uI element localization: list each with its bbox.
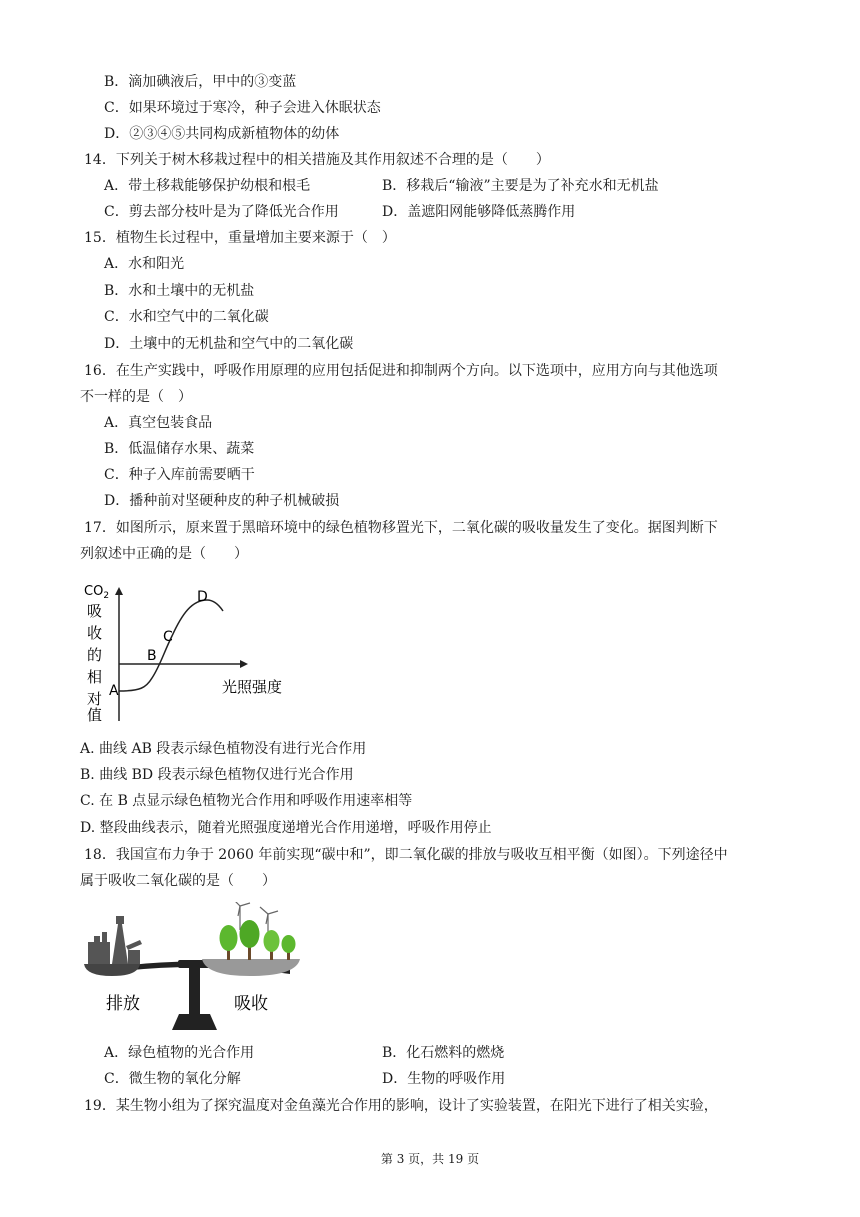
q18-stem-line1: 18．我国宣布力争于 2060 年前实现“碳中和”，即二氧化碳的排放与吸收互相平衡（如图）。下列途径中	[84, 847, 728, 863]
absorption-label: 吸收	[234, 994, 268, 1014]
scale-base	[172, 1014, 217, 1030]
page-number: 第 3 页，共 19 页	[380, 1152, 480, 1166]
q17-option-d: D. 整段曲线表示，随着光照强度递增光合作用递增，呼吸作用停止	[80, 820, 492, 836]
q16-stem-line1: 16．在生产实践中，呼吸作用原理的应用包括促进和抑制两个方向。以下选项中，应用方向与其他选项	[84, 363, 718, 379]
point-label-b: B	[147, 648, 157, 664]
q15-stem: 15．植物生长过程中，重量增加主要来源于（ ）	[84, 230, 396, 246]
q16-stem-line2: 不一样的是（ ）	[80, 389, 192, 405]
q15-option-a: A．水和阳光	[104, 256, 185, 272]
q14-option-b: B．移栽后“输液”主要是为了补充水和无机盐	[382, 178, 659, 194]
q14-option-d: D．盖遮阳网能够降低蒸腾作用	[382, 204, 576, 220]
co2-curve	[119, 600, 223, 691]
scale-post	[189, 966, 200, 1016]
q19-stem-line1: 19．某生物小组为了探究温度对金鱼藻光合作用的影响，设计了实验装置，在阳光下进行了相关实验，	[84, 1098, 718, 1114]
q17-option-c: C. 在 B 点显示绿色植物光合作用和呼吸作用速率相等	[80, 793, 413, 809]
q18-option-c: C．微生物的氧化分解	[104, 1071, 241, 1087]
q16-option-c: C．种子入库前需要晒干	[104, 467, 255, 483]
q16-option-b: B．低温储存水果、蔬菜	[104, 441, 255, 457]
q15-option-c: C．水和空气中的二氧化碳	[104, 309, 269, 325]
q14-stem: 14．下列关于树木移栽过程中的相关措施及其作用叙述不合理的是（ ）	[84, 152, 550, 168]
point-label-c: C	[163, 629, 173, 645]
q18-stem-line2: 属于吸收二氧化碳的是（ ）	[80, 873, 276, 889]
q13-option-d: D．②③④⑤共同构成新植物体的幼体	[104, 126, 340, 142]
q14-option-a: A．带土移栽能够保护幼根和根毛	[104, 178, 311, 194]
right-pan	[202, 959, 300, 976]
q17-option-b: B. 曲线 BD 段表示绿色植物仅进行光合作用	[80, 767, 354, 783]
q17-stem-line1: 17．如图所示，原来置于黑暗环境中的绿色植物移置光下，二氧化碳的吸收量发生了变化。据图判断下	[84, 520, 718, 536]
q16-option-d: D．播种前对坚硬种皮的种子机械破损	[104, 493, 340, 509]
q18-option-a: A．绿色植物的光合作用	[104, 1045, 255, 1061]
y-axis-label-char: 相	[87, 668, 103, 686]
emission-label: 排放	[106, 994, 140, 1014]
y-axis-label-char: 对	[87, 690, 103, 708]
y-axis-label-char: 值	[87, 706, 103, 723]
x-axis-arrow	[240, 660, 248, 668]
left-pan	[84, 964, 140, 976]
point-label-d: D	[197, 589, 208, 605]
y-axis-label-char: 收	[87, 624, 103, 642]
q17-co2-curve-figure	[82, 578, 302, 723]
y-axis-label-char: 的	[87, 646, 103, 664]
y-axis-arrow	[115, 587, 123, 595]
q14-option-c: C．剪去部分枝叶是为了降低光合作用	[104, 204, 339, 220]
q16-option-a: A．真空包装食品	[104, 415, 213, 431]
green-trees-icon	[220, 920, 296, 960]
q18-option-b: B．化石燃料的燃烧	[382, 1045, 505, 1061]
y-axis-label-char: 吸	[87, 602, 103, 620]
q13-option-c: C．如果环境过于寒冷，种子会进入休眠状态	[104, 100, 381, 116]
point-label-a: A	[109, 683, 119, 699]
factory-icon	[88, 916, 142, 964]
q17-stem-line2: 列叙述中正确的是（ ）	[80, 546, 248, 562]
q18-option-d: D．生物的呼吸作用	[382, 1071, 506, 1087]
q18-carbon-balance-figure	[82, 902, 307, 1032]
q15-option-d: D．土壤中的无机盐和空气中的二氧化碳	[104, 336, 354, 352]
x-axis-label: 光照强度	[222, 678, 283, 696]
q13-option-b: B．滴加碘液后，甲中的③变蓝	[104, 74, 297, 90]
q17-option-a: A. 曲线 AB 段表示绿色植物没有进行光合作用	[80, 741, 367, 757]
y-axis-co2-label: $CO_2$	[84, 584, 110, 601]
q15-option-b: B．水和土壤中的无机盐	[104, 283, 255, 299]
